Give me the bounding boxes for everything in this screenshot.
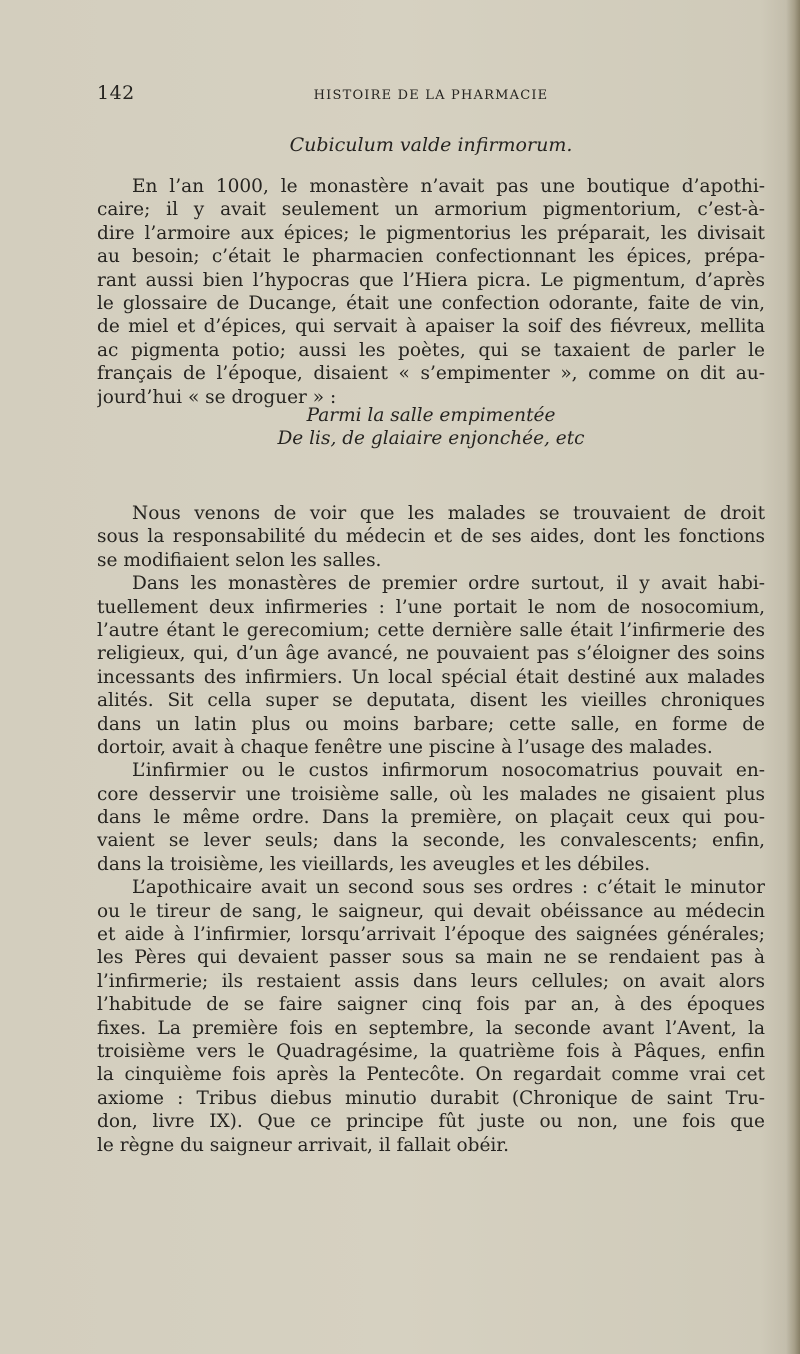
text-line: En l’an 1000, le monastère n’avait pas une boutique d’apothi-	[132, 176, 765, 197]
page-number: 142	[97, 82, 135, 104]
text-line: la cinquième fois après la Pentecôte. On regardait comme vrai cet	[97, 1064, 765, 1086]
page-header	[97, 82, 765, 110]
text-line: tuellement deux infirmeries : l’une portait le nom de nosocomium,	[97, 596, 765, 618]
text-line: Nous venons de voir que les malades se trouvaient de droit	[132, 503, 765, 524]
paragraph-1	[97, 175, 765, 409]
text-line: caire; il y avait seulement un armorium pigmentorium, c’est-à-	[97, 199, 765, 221]
text-line: l’autre étant le gerecomium; cette dernière salle était l’infirmerie des	[97, 619, 765, 641]
text-line: ou le tireur de sang, le saigneur, qui devait obéissance au médecin	[97, 900, 765, 922]
text-line: dire l’armoire aux épices; le pigmentorius les préparait, les divisait	[97, 222, 765, 244]
text-line: dans un latin plus ou moins barbare; cette salle, en forme de	[97, 713, 765, 735]
text-line: dans la troisième, les vieillards, les aveugles et les débiles.	[97, 853, 651, 875]
page-edge-shadow	[786, 0, 800, 1354]
text-line: axiome : Tribus diebus minutio durabit (Chronique de saint Tru-	[97, 1087, 765, 1109]
text-line: ac pigmenta potio; aussi les poètes, qui se taxaient de parler le	[97, 339, 765, 361]
text-line: au besoin; c’était le pharmacien confectionnant les épices, prépa-	[97, 246, 765, 268]
text-line: fixes. La première fois en septembre, la seconde avant l’Avent, la	[97, 1017, 765, 1039]
text-line: dortoir, avait à chaque fenêtre une piscine à l’usage des malades.	[97, 736, 713, 758]
paragraph-2	[97, 502, 765, 1157]
text-line: se modifiaient selon les salles.	[97, 549, 382, 571]
text-line: le règne du saigneur arrivait, il fallait obéir.	[97, 1134, 509, 1156]
text-line: L’apothicaire avait un second sous ses ordres : c’était le minutor	[132, 877, 765, 899]
text-line: et aide à l’infirmier, lorsqu’arrivait l’époque des saignées générales;	[97, 924, 765, 946]
verse-line: Parmi la salle empimentée	[306, 405, 556, 426]
text-line: français de l’époque, disaient « s’empimenter », comme on dit au-	[97, 363, 765, 385]
text-line: le glossaire de Ducange, était une confection odorante, faite de vin,	[97, 292, 765, 314]
text-line: de miel et d’épices, qui servait à apaiser la soif des fiévreux, mellita	[97, 316, 765, 338]
text-line: alités. Sit cella super se deputata, disent les vieilles chroniques	[97, 690, 765, 712]
text-line: l’habitude de se faire saigner cinq fois par an, à des époques	[97, 994, 765, 1016]
text-line: core desservir une troisième salle, où les malades ne gisaient plus	[97, 783, 765, 805]
text-line: L’infirmier ou le custos infirmorum nosocomatrius pouvait en-	[132, 760, 765, 782]
text-line: vaient se lever seuls; dans la seconde, les convalescents; enfin,	[97, 830, 765, 852]
verse-quote	[97, 404, 765, 451]
text-line: religieux, qui, d’un âge avancé, ne pouvaient pas s’éloigner des soins	[97, 643, 765, 665]
running-head: HISTOIRE DE LA PHARMACIE	[313, 88, 549, 103]
text-line: sous la responsabilité du médecin et de ses aides, dont les fonctions	[97, 526, 765, 548]
verse-line: De lis, de glaiaire enjonchée, etc	[277, 428, 585, 450]
text-line: dans le même ordre. Dans la première, on plaçait ceux qui pou-	[97, 807, 765, 829]
text-line: les Pères qui devaient passer sous sa main ne se rendaient pas à	[97, 947, 765, 969]
text-line: rant aussi bien l’hypocras que l’Hiera picra. Le pigmentum, d’après	[97, 269, 765, 291]
section-title: Cubiculum valde infirmorum.	[289, 134, 573, 156]
text-line: don, livre IX). Que ce principe fût juste ou non, une fois que	[97, 1111, 765, 1133]
text-line: l’infirmerie; ils restaient assis dans leurs cellules; on avait alors	[97, 970, 765, 992]
text-line: jourd’hui « se droguer » :	[97, 386, 337, 408]
text-line: troisième vers le Quadragésime, la quatrième fois à Pâques, enfin	[97, 1040, 765, 1062]
text-line: incessants des infirmiers. Un local spécial était destiné aux malades	[97, 666, 765, 688]
text-line: Dans les monastères de premier ordre surtout, il y avait habi-	[132, 573, 765, 595]
